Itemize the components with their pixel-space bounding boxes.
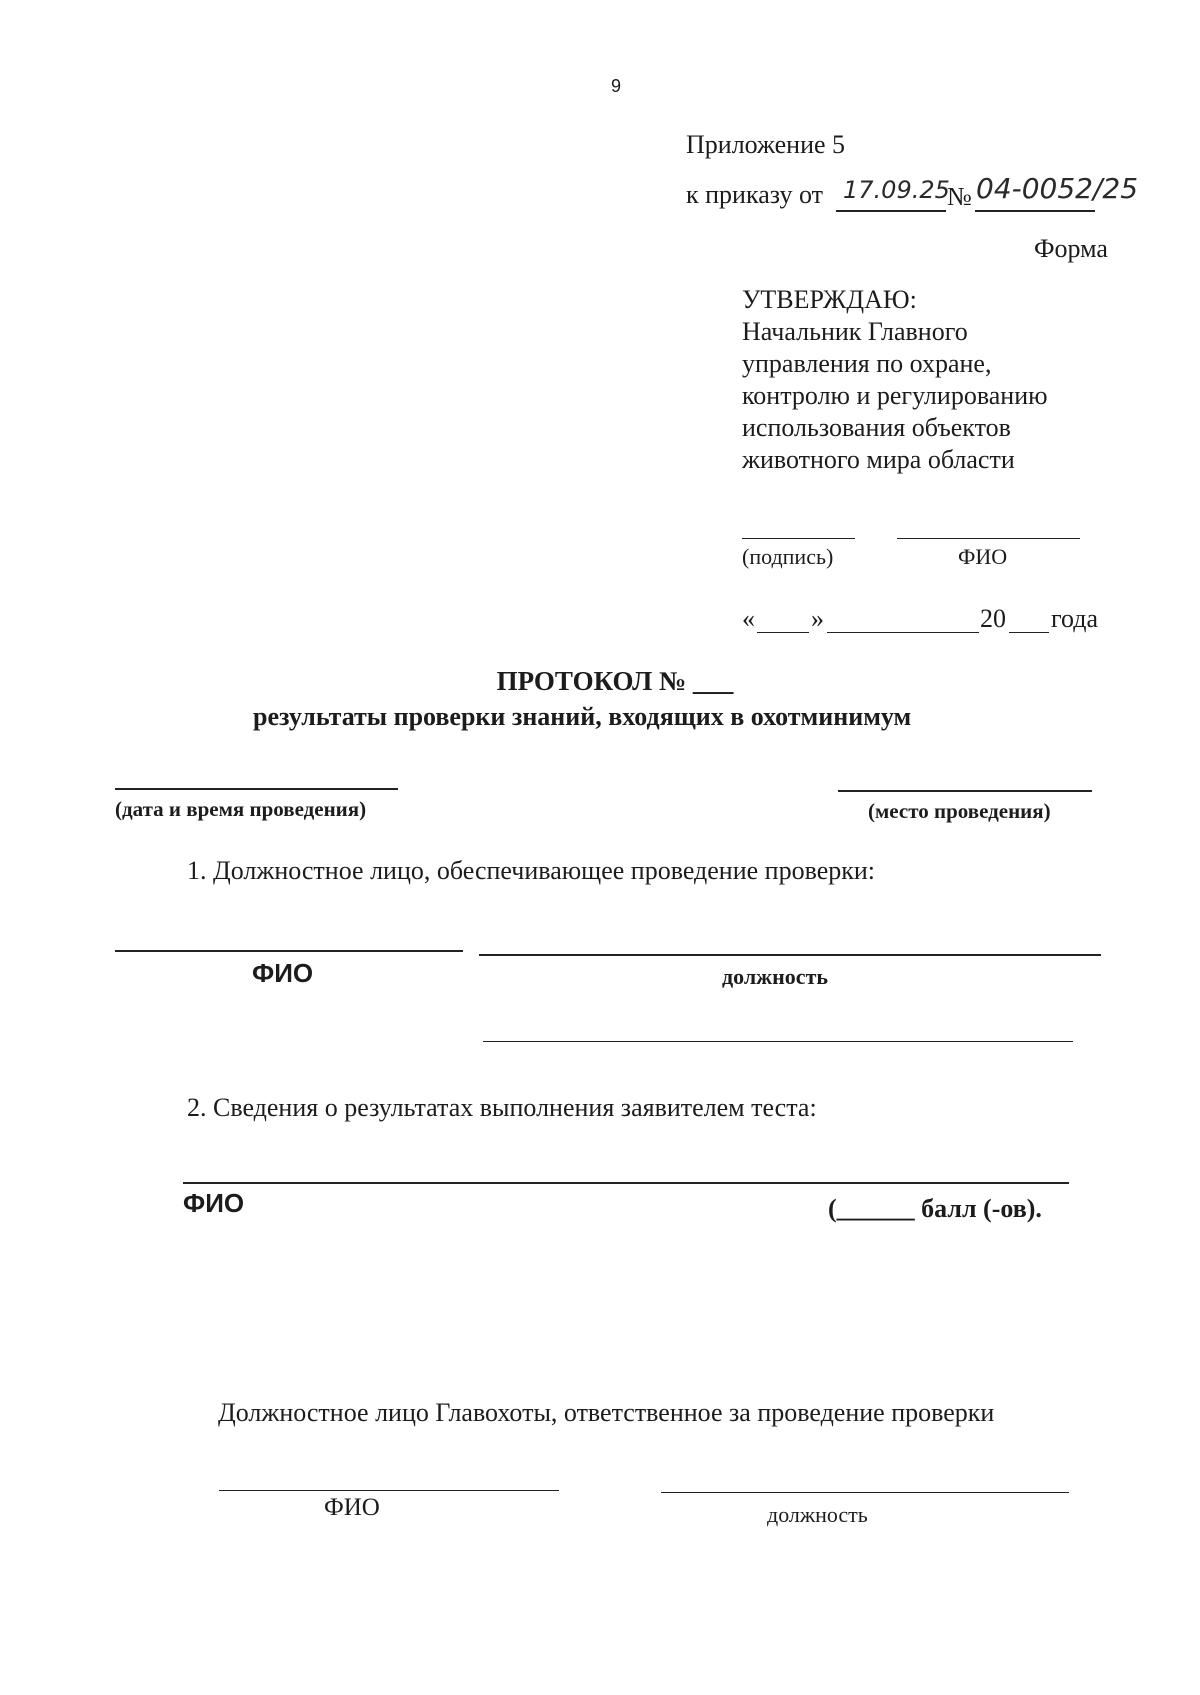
- protocol-title: ПРОТОКОЛ № ___: [496, 666, 734, 696]
- section2-score-text: (______ балл (-ов).: [828, 1194, 1042, 1223]
- order-date-handwritten: 17.09.25: [843, 176, 950, 204]
- approval-block: [742, 284, 1048, 476]
- datetime-line: [115, 788, 398, 790]
- approval-year-line: [1009, 632, 1049, 633]
- page-number: 9: [611, 76, 622, 96]
- place-caption: (место проведения): [868, 799, 1051, 823]
- footer-position-caption: должность: [767, 1502, 868, 1527]
- section1-extra-line: [483, 1041, 1073, 1042]
- order-number-underline: [975, 210, 1095, 212]
- order-number-handwritten: 04-0052/25: [976, 172, 1139, 205]
- approval-date-open-quote: «: [742, 604, 755, 633]
- approval-title: УТВЕРЖДАЮ:: [742, 285, 917, 314]
- approval-date-year-word: года: [1051, 604, 1099, 633]
- section1-position-caption: должность: [722, 964, 829, 989]
- section2-fio-caption: ФИО: [183, 1188, 245, 1218]
- section2-heading: 2. Сведения о результатах выполнения заявителем теста:: [187, 1093, 817, 1122]
- order-reference: [686, 180, 823, 210]
- signature-line: [742, 538, 855, 539]
- approval-day-line: [757, 632, 809, 633]
- approval-line: контролю и регулированию: [742, 381, 1048, 410]
- responsible-person-caption: Должностное лицо Главохоты, ответственное за проведение проверки: [218, 1398, 995, 1427]
- section1-heading: 1. Должностное лицо, обеспечивающее проведение проверки:: [187, 856, 875, 885]
- approval-date-century: 20: [980, 604, 1006, 633]
- order-prefix: к приказу от: [686, 180, 823, 209]
- footer-position-line: [661, 1492, 1069, 1493]
- section1-fio-caption: ФИО: [252, 958, 314, 988]
- footer-fio-line: [219, 1490, 559, 1491]
- place-line: [838, 790, 1092, 792]
- footer-fio-caption: ФИО: [324, 1494, 380, 1521]
- order-date-underline: [836, 210, 946, 212]
- form-label: Форма: [1034, 234, 1108, 263]
- appendix-label: Приложение 5: [686, 130, 846, 159]
- number-sign: №: [947, 182, 972, 211]
- section1-position-line: [479, 954, 1101, 956]
- approval-line: животного мира области: [742, 445, 1015, 474]
- signature-caption: (подпись): [742, 544, 834, 569]
- approval-line: управления по охране,: [742, 349, 992, 378]
- section1-fio-line: [115, 950, 463, 952]
- approval-line: использования объектов: [742, 413, 1011, 442]
- protocol-subtitle: результаты проверки знаний, входящих в охотминимум: [253, 702, 912, 731]
- approval-line: Начальник Главного: [742, 317, 968, 346]
- section2-fio-line: [183, 1182, 1069, 1184]
- approver-fio-caption: ФИО: [958, 544, 1008, 569]
- datetime-caption: (дата и время проведения): [115, 797, 367, 821]
- approval-date-close-quote: »: [811, 604, 824, 633]
- approval-month-line: [827, 632, 979, 633]
- approver-fio-line: [897, 538, 1080, 539]
